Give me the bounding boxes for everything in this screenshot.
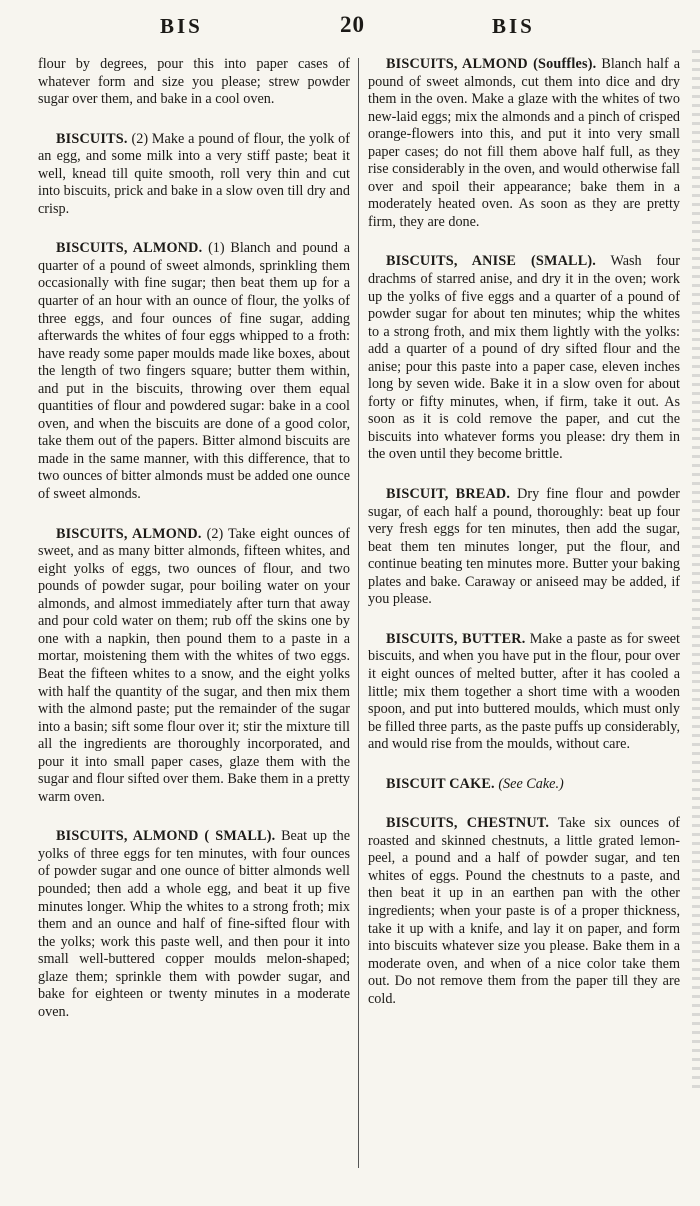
- recipe-entry: [38, 828, 350, 1021]
- entry-text: Take six ounces of roasted and skinned chestnuts, a little grated lemon-peel, a pound and a half of powder sugar, and ten whites of eggs. Pound the chestnuts to a paste, and then beat it up in an earthen pan with the other ingredients; when your paste is of a proper thickness, take it up with a knife, and lay it on paper, and form into biscuits whatever size you please. Bake them in a moderate oven, and when of a nice color take them out. Do not remove them from the paper till they are cold.: [368, 815, 681, 1007]
- entry-title: BISCUIT CAKE.: [386, 775, 495, 792]
- entry-title: BISCUITS, ALMOND (Souffles).: [386, 56, 597, 72]
- entry-text: (See Cake.): [498, 775, 564, 792]
- recipe-entry: [38, 131, 350, 219]
- entry-text: Dry fine flour and powder sugar, of each half a pound, thoroughly: beat up four very fresh eggs for ten minutes, then add the sugar, beat them ten minutes longer, put the flour, and continue beating ten minutes more. Butter your baking plates and bake. Caraway or aniseed may be added, if you please.: [368, 486, 681, 608]
- entry-title: BISCUITS, CHESTNUT.: [386, 815, 550, 832]
- entry-title: BISCUITS, ALMOND ( SMALL).: [56, 828, 276, 845]
- entry-title: BISCUITS, ANISE (SMALL).: [386, 253, 597, 270]
- right-column: [368, 56, 680, 1030]
- entry-title: BISCUIT, BREAD.: [386, 486, 511, 503]
- running-header: [0, 14, 700, 44]
- entry-text: flour by degrees, pour this into paper cases of whatever form and size you please; strew powder sugar over them, and bake in a cool oven.: [38, 56, 350, 108]
- recipe-entry: [38, 526, 350, 807]
- recipe-entry: [368, 776, 680, 794]
- page-number: 20: [340, 12, 365, 37]
- recipe-entry: [368, 253, 680, 464]
- recipe-entry: [368, 815, 680, 1008]
- recipe-entry: [38, 56, 350, 109]
- entry-title: BISCUITS, ALMOND.: [56, 525, 202, 542]
- entry-text: (2) Take eight ounces of sweet, and as many bitter almonds, fifteen whites, and eight yolks of eggs, two ounces of flour, and two pounds of powder sugar, pour boiling water on your almonds, and almost immediately after turn that away and pour cold water on them; rub off the skins one by one with a napkin, then pound them to a paste in a mortar, moistening them with the whites of two eggs. Beat the fifteen whites to a snow, and the eight yolks with half the quantity of the sugar, and then mix them with the almond paste; put the remainder of the sugar into a basin; sift some flour over it; stir the mixture till all the ingredients are thoroughly incorporated, and pour it into small paper cases, glaze them with the sugar and flour sifted over them. Bake them in a pretty warm oven.: [38, 525, 350, 805]
- entry-text: (2) Make a pound of flour, the yolk of an egg, and some milk into a very stiff paste; beat it well, knead till quite smooth, roll very thin and cut into biscuits, prick and bake in a slow oven till dry and crisp.: [38, 130, 350, 217]
- recipe-entry: [38, 240, 350, 503]
- entry-text: Make a paste as for sweet biscuits, and when you have put in the flour, pour over it eight ounces of melted butter, after it has cooled a little; mix them together a short time with a wooden spoon, and put into buttered moulds, which must only be filled three parts, as the paste puffs up considerably, and would rise from the moulds, without care.: [368, 630, 680, 753]
- entry-text: Blanch half a pound of sweet almonds, cut them into dice and dry them in the oven. Make a glaze with the whites of two new-laid eggs; mix the almonds and a pinch of crisped orange-flowers into this, and put it into very small paper cases; do not fill them above half full, as they rise considerably in the oven, and would otherwise fall over and spoil their appearance; bake them in a moderately heated oven. As soon as they are pretty firm, they are done.: [368, 56, 681, 230]
- column-divider: [358, 58, 359, 1168]
- page-edge-shadow: [692, 50, 700, 1090]
- entry-title: BISCUITS, BUTTER.: [386, 630, 526, 647]
- left-column: [38, 56, 350, 1043]
- header-right-word: BIS: [492, 14, 535, 38]
- entry-title: BISCUITS.: [56, 130, 128, 147]
- recipe-entry: [368, 56, 680, 231]
- entry-title: BISCUITS, ALMOND.: [56, 240, 203, 257]
- entry-text: Wash four drachms of starred anise, and dry it in the oven; work up the yolks of five eggs and a quarter of a pound of powder sugar for about ten minutes; whip the whites to a strong froth, and mix them lightly with the yolks: add a quarter of a pound of dry sifted flour and the anise; pour this paste into a paper case, eleven inches long by seven wide. Bake it in a slow oven for about forty or fifty minutes, when, if firm, take it out. As soon as it is cold remove the paper, and cut the biscuits into whatever forms you please: dry them in the oven until they become brittle.: [368, 253, 680, 463]
- entry-text: Beat up the yolks of three eggs for ten minutes, with four ounces of powder sugar and one ounce of bitter almonds well pounded; then add a whole egg, and beat it up five minutes longer. Whip the whites to a strong froth; mix them and an ounce and half of fine-sifted flour with the yolks; work this paste well, and then pour it into small well-buttered copper moulds melon-shaped; glaze them; sprinkle them with powder sugar, and bake for eighteen or twenty minutes in a moderate oven.: [38, 828, 350, 1020]
- header-left-word: BIS: [160, 14, 203, 38]
- recipe-entry: [368, 486, 680, 609]
- entry-text: (1) Blanch and pound a quarter of a pound of sweet almonds, sprinkling them occasionally with fine sugar; then beat them up for a quarter of an hour with an ounce of flour, the yolks of three eggs, and four ounces of fine sugar, adding afterwards the whites of four eggs whipped to a froth: have ready some paper moulds made like boxes, about the length of two fingers square; butter them within, and put in the biscuits, throwing over them equal quantities of flour and powdered sugar: bake in a cool oven, and when the biscuits are done of a good color, take them out of the papers. Bitter almond biscuits are made in the same manner, with this difference, that to two ounces of bitter almonds must be added one ounce of sweet almonds.: [38, 240, 351, 503]
- recipe-entry: [368, 631, 680, 754]
